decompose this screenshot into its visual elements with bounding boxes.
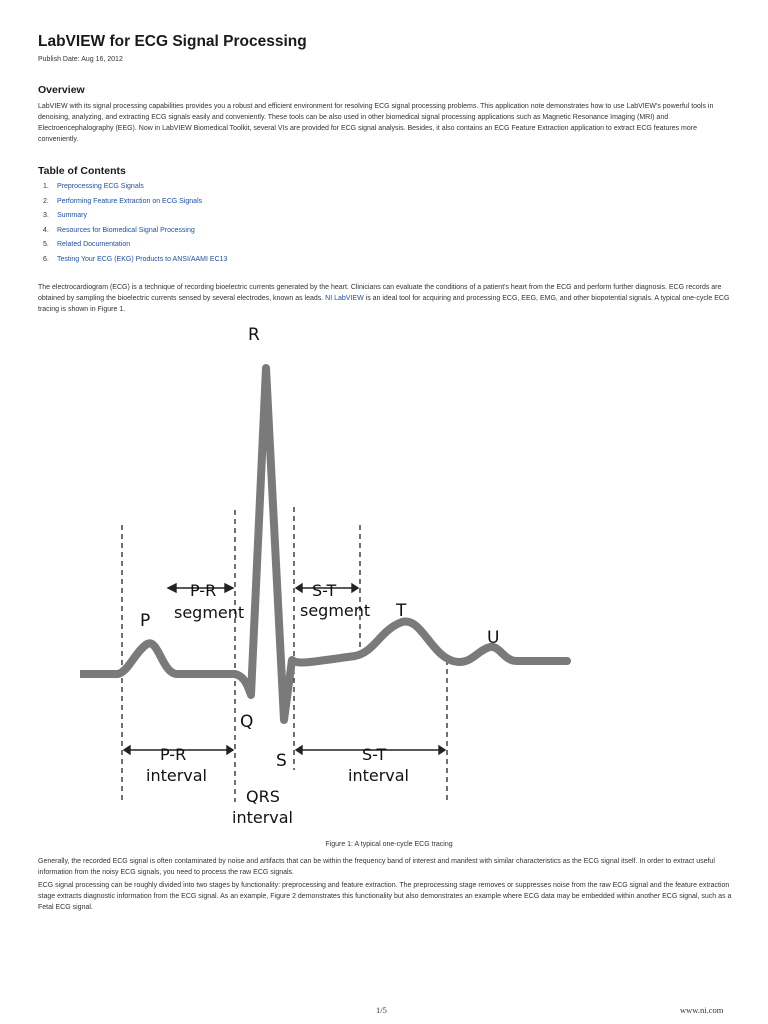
toc-item[interactable]: 3. Summary: [43, 212, 87, 219]
ecg-trace: [80, 368, 567, 720]
label-Q: Q: [240, 712, 254, 732]
label-pr-segment-1: P-R: [190, 581, 217, 600]
toc-heading: Table of Contents: [38, 165, 126, 177]
body-paragraph-2: ECG signal processing can be roughly divided into two stages by functionality: preprocessing and feature extraction. The preprocessing stage removes or suppresses noise from the raw ECG signal and the feature extraction stage extracts diagnostic information from the ECG signal. As an example, Figure 2 demonstrates this functionality but also demonstrates an example where ECG data may be embedded within another ECG signal, such as a Fetal ECG signal.: [38, 882, 732, 911]
label-st-interval-1: S-T: [362, 745, 387, 764]
label-S: S: [276, 751, 287, 771]
label-pr-interval-1: P-R: [160, 745, 187, 764]
label-U: U: [487, 628, 500, 648]
page-number: 1/5: [376, 1005, 387, 1015]
toc-link-related-docs[interactable]: Related Documentation: [57, 241, 131, 248]
label-pr-segment-2: segment: [174, 603, 245, 622]
label-R: R: [248, 325, 260, 345]
toc-link-testing-ecg[interactable]: Testing Your ECG (EKG) Products to ANSI/AAMI EC13: [57, 255, 228, 263]
toc-item[interactable]: 4. Resources for Biomedical Signal Processing: [43, 226, 195, 234]
label-T: T: [396, 601, 407, 621]
label-st-segment-1: S-T: [312, 581, 337, 600]
ni-labview-link[interactable]: NI LabVIEW: [325, 295, 364, 302]
label-st-interval-2: interval: [348, 766, 409, 785]
toc-item[interactable]: 5. Related Documentation: [43, 241, 131, 248]
footer-site: www.ni.com: [680, 1005, 724, 1015]
toc-item[interactable]: 6. Testing Your ECG (EKG) Products to ANSI/AAMI EC13: [43, 255, 228, 263]
publish-date: Publish Date: Aug 16, 2012: [38, 56, 123, 63]
toc-link-resources[interactable]: Resources for Biomedical Signal Processing: [57, 226, 195, 234]
toc-link-feature-extraction[interactable]: Performing Feature Extraction on ECG Signals: [57, 197, 203, 205]
body-paragraph-1: Generally, the recorded ECG signal is often contaminated by noise and artifacts that can be within the frequency band of interest and manifest with similar characteristics as the ECG signal itself. In order to extract useful information from the noisy ECG signals, you need to process the raw ECG signals.: [38, 858, 715, 876]
overview-heading: Overview: [38, 84, 85, 96]
label-P: P: [140, 611, 151, 631]
page-title: LabVIEW for ECG Signal Processing: [38, 33, 307, 50]
intro-paragraph: The electrocardiogram (ECG) is a technique of recording bioelectric currents generated by the heart. Clinicians can evaluate the conditions of a patient's heart from the ECG and perform further diagnosis. ECG records are obtained by sampling the bioelectric currents sensed by several electrodes, known as leads. NI LabVIEW is an ideal tool for acquiring and processing ECG, EEG, EMG, and other biopotential signals. A typical one-cycle ECG tracing is shown in Figure 1.: [38, 284, 730, 313]
label-qrs-interval-2: interval: [232, 808, 293, 827]
label-st-segment-2: segment: [300, 601, 371, 620]
ecg-figure: [80, 320, 600, 840]
figure-caption: Figure 1: A typical one-cycle ECG tracing: [325, 841, 453, 848]
label-qrs-interval-1: QRS: [246, 787, 280, 806]
toc-item[interactable]: 1. Preprocessing ECG Signals: [43, 183, 144, 190]
toc-item[interactable]: 2. Performing Feature Extraction on ECG Signals: [43, 197, 203, 205]
label-pr-interval-2: interval: [146, 766, 207, 785]
toc-link-preprocessing[interactable]: Preprocessing ECG Signals: [57, 183, 144, 190]
table-of-contents: [43, 180, 227, 267]
toc-link-summary[interactable]: Summary: [57, 212, 87, 219]
overview-text: LabVIEW with its signal processing capabilities provides you a robust and efficient environment for resolving ECG signal processing problems. This application note demonstrates how to use LabVIEW's powerful tools in denoising, analyzing, and extracting ECG signals easily and conveniently. These tools can be also used in other biomedical signal processing applications such as Magnetic Resonance Imaging (MRI) and Electroencephalography (EEG). Now in LabVIEW Biomedical Toolkit, several VIs are provided for ECG signal analysis. Besides, it also contains an ECG Feature Extraction application to extract ECG features more conveniently.: [38, 103, 714, 143]
